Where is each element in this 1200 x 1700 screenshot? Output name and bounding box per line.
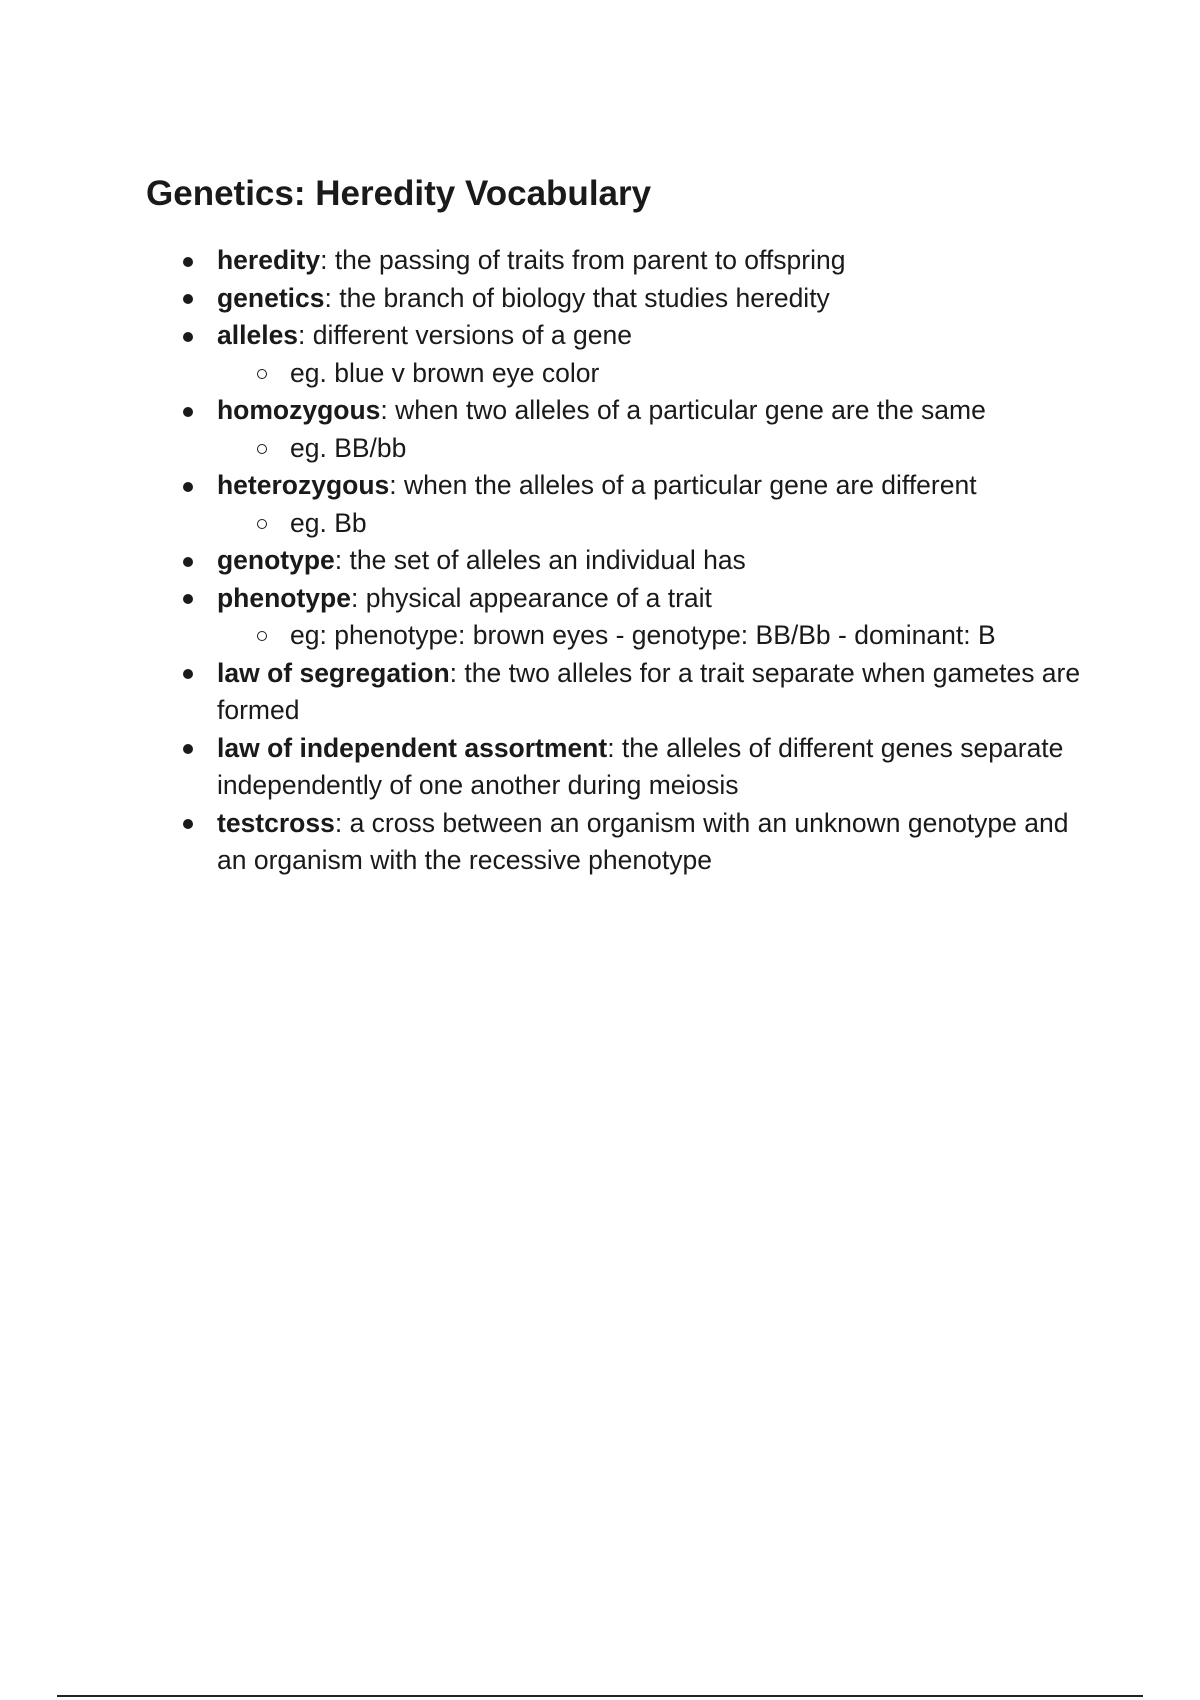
bullet-icon <box>183 407 193 417</box>
list-item <box>0 467 1097 542</box>
example-text: eg. blue v brown eye color <box>290 357 600 388</box>
list-item <box>0 317 1097 392</box>
hollow-bullet-icon <box>257 631 267 641</box>
bullet-icon <box>183 332 193 342</box>
term: heterozygous <box>217 470 390 500</box>
example-text: eg: phenotype: brown eyes - genotype: BB/Bb - dominant: B <box>290 620 996 650</box>
definition: : the two alleles for a trait separate when gametes are formed <box>217 657 1081 725</box>
example-list <box>217 355 1097 393</box>
example-text: eg. Bb <box>290 507 367 538</box>
definition: : the passing of traits from parent to offspring <box>320 245 846 275</box>
list-item <box>0 242 1097 280</box>
bullet-icon <box>183 557 193 567</box>
example-item <box>217 505 1097 543</box>
footer-divider <box>57 1695 1143 1697</box>
list-item <box>0 542 1097 580</box>
bullet-icon <box>183 669 193 679</box>
term: homozygous <box>217 395 381 425</box>
definition: : different versions of a gene <box>298 320 632 350</box>
example-list <box>217 505 1097 543</box>
example-item <box>217 430 1097 468</box>
vocabulary-list <box>0 242 1200 880</box>
bullet-icon <box>183 744 193 754</box>
list-item <box>0 805 1097 880</box>
term: alleles <box>217 320 299 350</box>
term: genetics <box>217 282 325 313</box>
definition: : physical appearance of a trait <box>350 582 712 613</box>
definition: : the alleles of different genes separate independently of one another during meiosis <box>217 732 1064 800</box>
definition: : the set of alleles an individual has <box>334 545 746 575</box>
example-list <box>217 617 1097 655</box>
bullet-icon <box>183 257 193 267</box>
example-item <box>217 355 1097 393</box>
hollow-bullet-icon <box>257 519 267 529</box>
hollow-bullet-icon <box>257 369 267 379</box>
list-item <box>0 392 1097 467</box>
list-item <box>0 580 1097 655</box>
bullet-icon <box>183 594 193 604</box>
example-list <box>217 430 1097 468</box>
list-item <box>0 655 1097 730</box>
term: law of segregation <box>217 657 450 688</box>
term: heredity <box>217 245 321 275</box>
example-text: eg. BB/bb <box>290 432 407 463</box>
term: genotype <box>217 545 335 575</box>
term: law of independent assortment <box>217 732 608 763</box>
list-item <box>0 280 1097 318</box>
definition: : when two alleles of a particular gene are the same <box>380 395 986 425</box>
definition: : a cross between an organism with an unknown genotype and an organism with the recessive phenotype <box>217 807 1069 875</box>
term: phenotype <box>217 582 351 613</box>
definition: : the branch of biology that studies heredity <box>324 282 830 313</box>
list-item <box>0 730 1097 805</box>
definition: : when the alleles of a particular gene are different <box>389 470 977 500</box>
page-title: Genetics: Heredity Vocabulary <box>146 174 652 213</box>
bullet-icon <box>183 482 193 492</box>
bullet-icon <box>183 819 193 829</box>
term: testcross <box>217 807 335 838</box>
example-item <box>217 617 1097 655</box>
bullet-icon <box>183 294 193 304</box>
hollow-bullet-icon <box>257 444 267 454</box>
